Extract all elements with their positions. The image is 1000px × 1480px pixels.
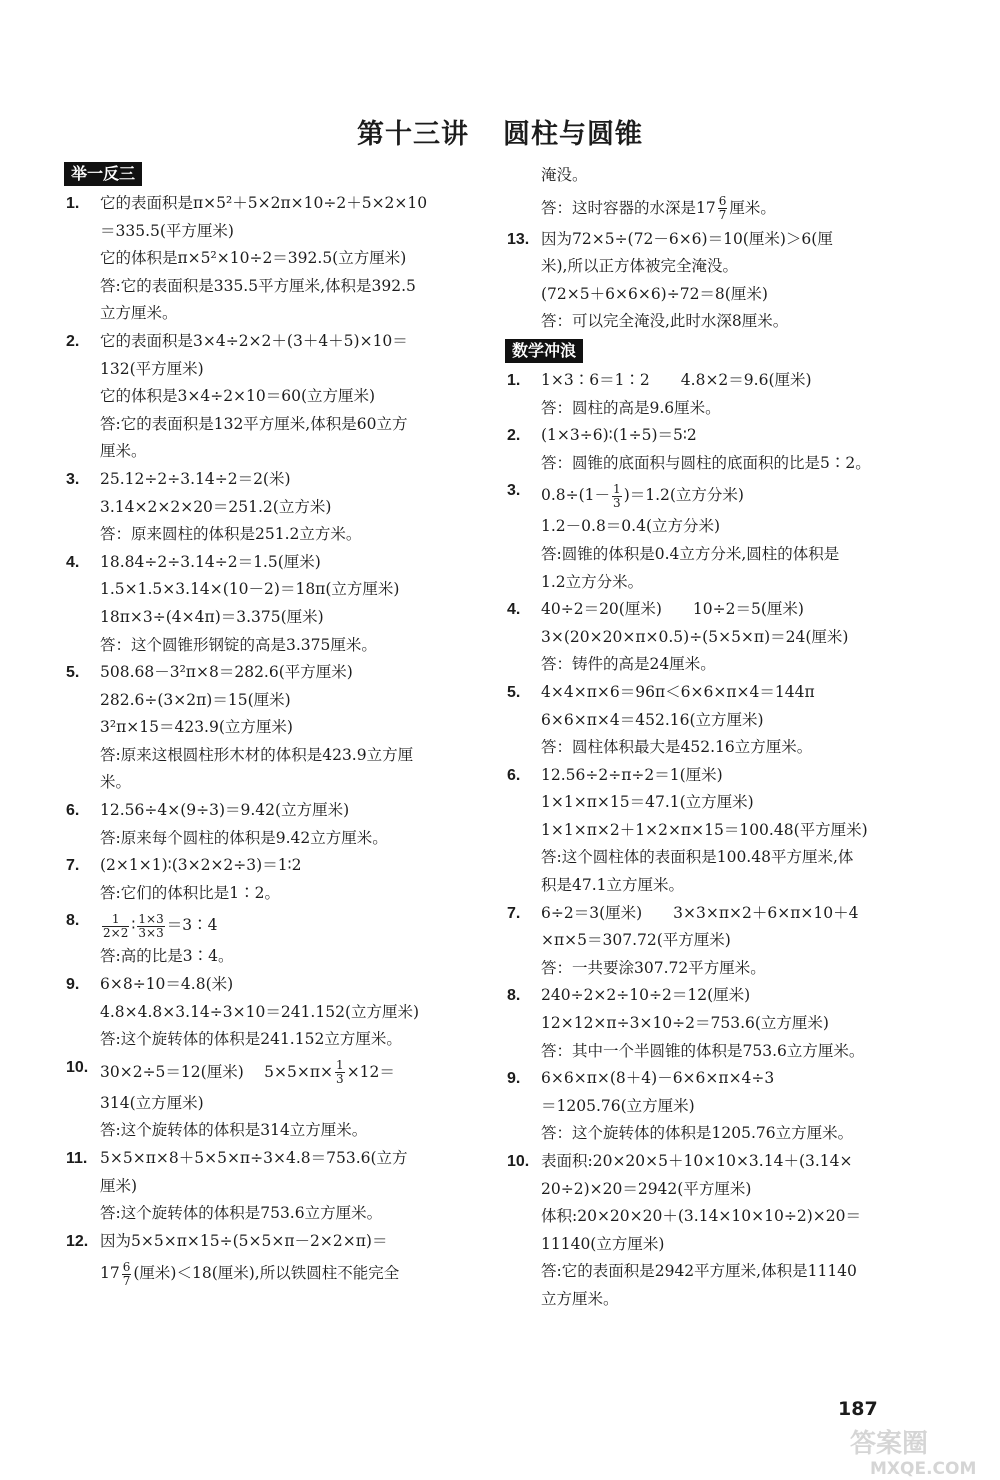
text-segment: (厘米)＜18(厘米),所以铁圆柱不能完全 xyxy=(133,1264,400,1283)
fraction-denominator: 3×3 xyxy=(138,925,164,940)
right-column xyxy=(505,162,905,1314)
text-line: 积是47.1立方厘米。 xyxy=(541,876,685,895)
text-line: 答:它的表面积是2942平方厘米,体积是11140 xyxy=(541,1262,857,1281)
list-item xyxy=(64,190,474,328)
text-line: 答：这个旋转体的体积是1205.76立方厘米。 xyxy=(541,1124,854,1143)
text-line: 体积:20×20×20＋(3.14×10×10÷2)×20＝ xyxy=(541,1207,861,1226)
item-number: 1. xyxy=(507,371,521,389)
fraction-numerator: 6 xyxy=(122,1259,131,1274)
list-item xyxy=(505,982,905,1065)
fraction xyxy=(137,913,164,940)
text-line: (72×5＋6×6×6)÷72＝8(厘米) xyxy=(541,284,768,303)
text-line: 18.84÷2÷3.14÷2＝1.5(厘米) xyxy=(100,552,321,571)
fraction xyxy=(102,913,129,940)
item-number: 2. xyxy=(507,427,521,445)
item-number: 5. xyxy=(66,664,80,682)
text-line: ＝335.5(平方厘米) xyxy=(100,221,234,240)
text-line: 答:原来这根圆柱形木材的体积是423.9立方厘 xyxy=(100,745,414,764)
item-number: 3. xyxy=(507,482,521,500)
page-number: 187 xyxy=(838,1398,878,1420)
text-line: 12×12×π÷3×10÷2＝753.6(立方厘米) xyxy=(541,1014,829,1033)
text-line: 答：可以完全淹没,此时水深8厘米。 xyxy=(541,312,789,331)
fraction-denominator: 3 xyxy=(336,1072,344,1087)
text-line: 1×1×π×15＝47.1(立方厘米) xyxy=(541,793,754,812)
list-item xyxy=(505,226,905,336)
text-line: $\frac{1}{2\times 2}$ ∶ $\frac{1\times 3}{3\times 3}$ ＝3∶4 xyxy=(103,911,218,940)
fraction: $\frac{6}{7}$ xyxy=(718,194,727,223)
list-item xyxy=(64,549,474,659)
item-number: 5. xyxy=(507,683,521,701)
text-line: 6×6×π×(8＋4)－6×6×π×4÷3 xyxy=(541,1069,775,1088)
fraction-denominator: 7 xyxy=(122,1273,131,1288)
text-line: 答：原来圆柱的体积是251.2立方米。 xyxy=(100,525,362,544)
text-line: 3×(20×20×π×0.5)÷(5×5×π)＝24(厘米) xyxy=(541,627,849,646)
text-line: 答:它的表面积是335.5平方厘米,体积是392.5 xyxy=(100,276,416,295)
text-line: 4×4×π×6＝96π＜6×6×π×4＝144π xyxy=(541,682,815,701)
text-line: 132(平方厘米) xyxy=(100,359,204,378)
item-number: 3. xyxy=(66,470,80,488)
text-line: 答：一共要涂307.72平方厘米。 xyxy=(541,958,766,977)
list-item xyxy=(505,1065,905,1148)
text-line: 米),所以正方体被完全淹没。 xyxy=(541,257,738,276)
text-line: 答:这个圆柱体的表面积是100.48平方厘米,体 xyxy=(541,848,854,867)
item-number: 6. xyxy=(66,802,80,820)
fraction-numerator: 1 xyxy=(336,1058,344,1073)
text-line: 12.56÷4×(9÷3)＝9.42(立方厘米) xyxy=(100,801,350,820)
item-number: 1. xyxy=(66,195,80,212)
text-segment: 0.8÷(1－ xyxy=(541,486,611,505)
text-line: 答:原来每个圆柱的体积是9.42立方厘米。 xyxy=(100,828,388,847)
text-line: ＝1205.76(立方厘米) xyxy=(541,1096,695,1115)
text-line: 6×8÷10＝4.8(米) xyxy=(100,975,234,994)
text-segment: )＝1.2(立方分米) xyxy=(623,486,744,505)
item-number: 2. xyxy=(66,332,80,350)
title-lecture: 第十三讲 xyxy=(357,119,469,150)
fraction xyxy=(612,483,622,510)
page-title xyxy=(0,112,1000,151)
text-line: 508.68－3²π×8＝282.6(平方厘米) xyxy=(100,663,353,682)
text-line: 答：这个圆锥形钢锭的高是3.375厘米。 xyxy=(100,635,377,654)
text-line: 1×3∶6＝1∶2 4.8×2＝9.6(厘米) xyxy=(541,370,812,389)
list-item xyxy=(505,367,905,422)
fraction-numerator: 1×3 xyxy=(138,911,164,926)
title-topic: 圆柱与圆锥 xyxy=(503,119,643,150)
left-column xyxy=(64,162,474,1291)
list-item xyxy=(505,1148,905,1314)
text-segment: ＝3∶4 xyxy=(166,916,218,935)
text-line: 答：圆柱的高是9.6厘米。 xyxy=(541,398,721,417)
text-line: 3²π×15＝423.9(立方厘米) xyxy=(100,718,293,737)
text-line: 1.2－0.8＝0.4(立方分米) xyxy=(541,517,721,536)
list-item xyxy=(64,852,474,907)
right-items xyxy=(505,367,905,1314)
text-line: 表面积:20×20×5＋10×10×3.14＋(3.14× xyxy=(541,1152,853,1170)
text-line: 厘米) xyxy=(100,1176,138,1195)
text-line: 它的表面积是3×4÷2×2＋(3＋4＋5)×10＝ xyxy=(100,331,408,350)
text-line: 18π×3÷(4×4π)＝3.375(厘米) xyxy=(100,607,324,626)
list-item xyxy=(505,596,905,679)
item-number: 11. xyxy=(66,1150,88,1167)
text-line: 答：这时容器的水深是17 $\frac{6}{7}$ 厘米。 xyxy=(541,194,776,223)
text-line xyxy=(100,1054,474,1090)
list-item xyxy=(505,679,905,762)
text-line: 11140(立方厘米) xyxy=(541,1234,665,1253)
text-line: 它的表面积是π×5²＋5×2π×10÷2＋5×2×10 xyxy=(100,194,428,212)
list-item xyxy=(64,466,474,549)
list-item xyxy=(505,762,905,900)
text-line xyxy=(541,477,905,513)
text-line: 答:这个旋转体的体积是753.6立方厘米。 xyxy=(100,1204,383,1223)
text-line: 答:圆锥的体积是0.4立方分米,圆柱的体积是 xyxy=(541,544,840,563)
text-line: 5×5×π×8＋5×5×π÷3×4.8＝753.6(立方 xyxy=(100,1149,408,1167)
list-item xyxy=(64,797,474,852)
fraction xyxy=(122,1261,132,1288)
text-line: 6÷2＝3(厘米) 3×3×π×2＋6×π×10＋4 xyxy=(541,903,859,922)
text-line: 6×6×π×4＝452.16(立方厘米) xyxy=(541,710,764,729)
list-item xyxy=(64,1228,474,1292)
fraction-denominator: 3 xyxy=(613,495,621,510)
text-line: 40÷2＝20(厘米) 10÷2＝5(厘米) xyxy=(541,600,804,619)
text-line: 4.8×4.8×3.14÷3×10＝241.152(立方厘米) xyxy=(100,1002,420,1021)
text-line: 答：其中一个半圆锥的体积是753.6立方厘米。 xyxy=(541,1041,865,1060)
item-number: 9. xyxy=(66,976,80,994)
text-line: 立方厘米。 xyxy=(100,304,178,323)
text-line: 因为72×5÷(72－6×6)＝10(厘米)＞6(厘 xyxy=(541,229,833,248)
list-item xyxy=(505,422,905,477)
fraction-denominator: 2×2 xyxy=(103,925,129,940)
item-number: 7. xyxy=(66,857,80,875)
item-number: 10. xyxy=(66,1058,89,1076)
text-line: 答：圆柱体积最大是452.16立方厘米。 xyxy=(541,738,813,757)
text-line: 答:它的表面积是132平方厘米,体积是60立方 xyxy=(100,414,408,433)
text-line: 它的体积是π×5²×10÷2＝392.5(立方厘米) xyxy=(100,249,407,268)
text-line: (2×1×1)∶(3×2×2÷3)＝1∶2 xyxy=(100,856,302,875)
text-line: 答:高的比是3∶4。 xyxy=(100,947,234,966)
svg-text:MXQE.COM: MXQE.COM xyxy=(870,1459,977,1478)
text-line: 240÷2×2÷10÷2＝12(厘米) xyxy=(541,986,751,1005)
left-items xyxy=(64,190,474,1291)
text-line: 答：铸件的高是24厘米。 xyxy=(541,655,716,674)
item-number: 10. xyxy=(507,1153,530,1170)
watermark-logo xyxy=(830,1420,990,1478)
item-number: 8. xyxy=(507,987,521,1005)
item-number: 8. xyxy=(66,912,80,930)
text-line: 因为5×5×π×15÷(5×5×π－2×2×π)＝ xyxy=(100,1231,388,1250)
text-line: 答:它们的体积比是1∶2。 xyxy=(100,883,280,902)
text-line: 答：圆锥的底面积与圆柱的底面积的比是5∶2。 xyxy=(541,453,871,472)
text-line: 厘米。 xyxy=(100,442,147,461)
list-item xyxy=(64,328,474,466)
list-item xyxy=(64,971,474,1054)
item-number: 9. xyxy=(507,1070,521,1088)
list-item xyxy=(64,907,474,971)
text-line: 12.56÷2÷π÷2＝1(厘米) xyxy=(541,765,723,784)
text-line: 淹没。 xyxy=(541,166,588,184)
list-item xyxy=(64,659,474,797)
item-number: 12. xyxy=(66,1232,89,1250)
text-line: 答:这个旋转体的体积是314立方厘米。 xyxy=(100,1121,368,1140)
text-line: ×π×5＝307.72(平方厘米) xyxy=(541,931,731,950)
text-line: 1.2立方分米。 xyxy=(541,572,644,591)
text-line: 1.5×1.5×3.14×(10－2)＝18π(立方厘米) xyxy=(100,580,400,599)
text-line: 20÷2)×20＝2942(平方厘米) xyxy=(541,1179,752,1198)
text-segment: 17 xyxy=(100,1264,120,1283)
fraction-numerator: 1 xyxy=(102,913,129,927)
text-line xyxy=(100,1255,474,1291)
text-line: 米。 xyxy=(100,773,132,792)
text-line: 314(立方厘米) xyxy=(100,1093,204,1112)
list-item xyxy=(64,1145,474,1228)
section-badge-left: 举一反三 xyxy=(64,162,142,186)
text-segment: ×12＝ xyxy=(346,1062,395,1081)
text-line: 3.14×2×2×20＝251.2(立方米) xyxy=(100,497,332,516)
text-line: 1×1×π×2＋1×2×π×15＝100.48(平方厘米) xyxy=(541,820,868,839)
item-number: 13. xyxy=(507,230,530,248)
fraction xyxy=(335,1059,345,1086)
section-badge-right: 数学冲浪 xyxy=(505,339,583,363)
text-segment: 30×2÷5＝12(厘米) 5×5×π× xyxy=(100,1062,334,1081)
item-number: 7. xyxy=(507,904,521,922)
item-number: 4. xyxy=(507,601,521,619)
svg-text:答案圈: 答案圈 xyxy=(850,1429,929,1459)
list-item xyxy=(64,1054,474,1145)
item-number: 4. xyxy=(66,553,80,571)
text-line: 立方厘米。 xyxy=(541,1289,619,1308)
text-line: 答:这个旋转体的体积是241.152立方厘米。 xyxy=(100,1030,402,1049)
item-number: 6. xyxy=(507,766,521,784)
list-item xyxy=(505,162,905,226)
fraction-numerator: 1 xyxy=(613,481,621,496)
text-line: (1×3÷6)∶(1÷5)＝5∶2 xyxy=(541,426,697,445)
text-line: 25.12÷2÷3.14÷2＝2(米) xyxy=(100,469,291,488)
list-item xyxy=(505,477,905,596)
text-line: 282.6÷(3×2π)＝15(厘米) xyxy=(100,690,291,709)
text-line: 它的体积是3×4÷2×10＝60(立方厘米) xyxy=(100,387,376,406)
list-item xyxy=(505,900,905,983)
